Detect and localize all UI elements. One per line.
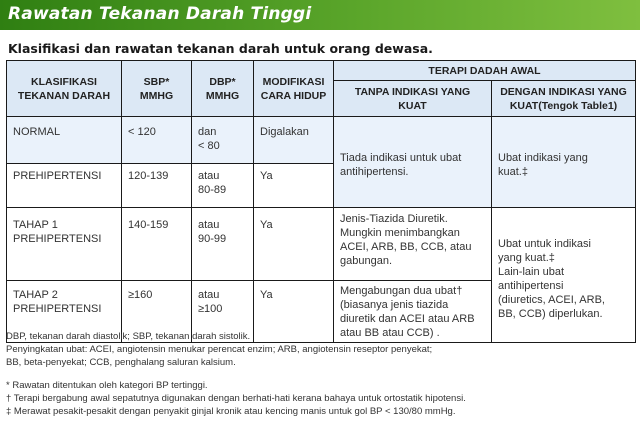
cell-sbp: ≥160: [122, 281, 192, 343]
hypertension-table: [6, 60, 636, 343]
cell-classification: TAHAP 1 PREHIPERTENSI: [7, 208, 122, 281]
cell-sbp: < 120: [122, 117, 192, 164]
page-title: Rawatan Tekanan Darah Tinggi: [8, 4, 312, 24]
cell-lifestyle: Digalakan: [254, 117, 334, 164]
header-sbp: SBP* MMHG: [122, 61, 192, 117]
cell-dbp: atau 90-99: [192, 208, 254, 281]
header-lifestyle: MODIFIKASI CARA HIDUP: [254, 61, 334, 117]
table-caption: Klasifikasi dan rawatan tekanan darah untuk orang dewasa.: [8, 41, 433, 56]
cell-classification: TAHAP 2 PREHIPERTENSI: [7, 281, 122, 343]
cell-lifestyle: Ya: [254, 281, 334, 343]
table-row: [7, 208, 636, 281]
cell-with-indication-stage: Ubat untuk indikasi yang kuat.‡ Lain-lain ubat antihipertensi (diuretics, ACEI, ARB, BB, CCB) diperlukan.: [492, 208, 636, 343]
cell-dbp: dan < 80: [192, 117, 254, 164]
cell-lifestyle: Ya: [254, 208, 334, 281]
cell-no-indication-normal: Tiada indikasi untuk ubat antihipertensi.: [334, 117, 492, 208]
cell-dbp: atau 80-89: [192, 164, 254, 208]
cell-lifestyle: Ya: [254, 164, 334, 208]
header-dbp: DBP* MMHG: [192, 61, 254, 117]
footnote-note-1: * Rawatan ditentukan oleh kategori BP tertinggi.: [6, 380, 208, 391]
footnote-abbr-1: DBP, tekanan darah diastolik; SBP, tekanan darah sistolik.: [6, 331, 251, 342]
footnote-note-2: † Terapi bergabung awal sepatutnya digunakan dengan berhati-hati kerana bahaya untuk ortostatik hipotensi.: [6, 393, 466, 404]
footnote-spacer: [6, 369, 466, 379]
header-with-indication: DENGAN INDIKASI YANG KUAT(Tengok Table1): [492, 81, 636, 117]
cell-with-indication-normal: Ubat indikasi yang kuat.‡: [492, 117, 636, 208]
footnote-abbr-3: BB, beta-penyekat; CCB, penghalang saluran kalsium.: [6, 357, 236, 368]
cell-no-indication-stage1: Jenis-Tiazida Diuretik. Mungkin menimbangkan ACEI, ARB, BB, CCB, atau gabungan.: [334, 208, 492, 281]
header-classification: KLASIFIKASI TEKANAN DARAH: [7, 61, 122, 117]
header-initial-therapy: TERAPI DADAH AWAL: [334, 61, 636, 81]
cell-no-indication-stage2: Mengabungan dua ubat† (biasanya jenis tiazida diuretik dan ACEI atau ARB atau BB atau CCB) .: [334, 281, 492, 343]
cell-dbp: atau ≥100: [192, 281, 254, 343]
footnote-note-3: ‡ Merawat pesakit-pesakit dengan penyakit ginjal kronik atau kencing manis untuk gol BP < 130/80 mmHg.: [6, 406, 456, 417]
cell-sbp: 120-139: [122, 164, 192, 208]
cell-classification: NORMAL: [7, 117, 122, 164]
cell-classification: PREHIPERTENSI: [7, 164, 122, 208]
footnotes: [6, 330, 466, 418]
title-banner: [0, 0, 640, 30]
cell-sbp: 140-159: [122, 208, 192, 281]
header-without-indication: TANPA INDIKASI YANG KUAT: [334, 81, 492, 117]
footnote-abbr-2: Penyingkatan ubat: ACEI, angiotensin menukar perencat enzim; ARB, angiotensin reseptor penyekat;: [6, 344, 433, 355]
table-row: [7, 117, 636, 164]
